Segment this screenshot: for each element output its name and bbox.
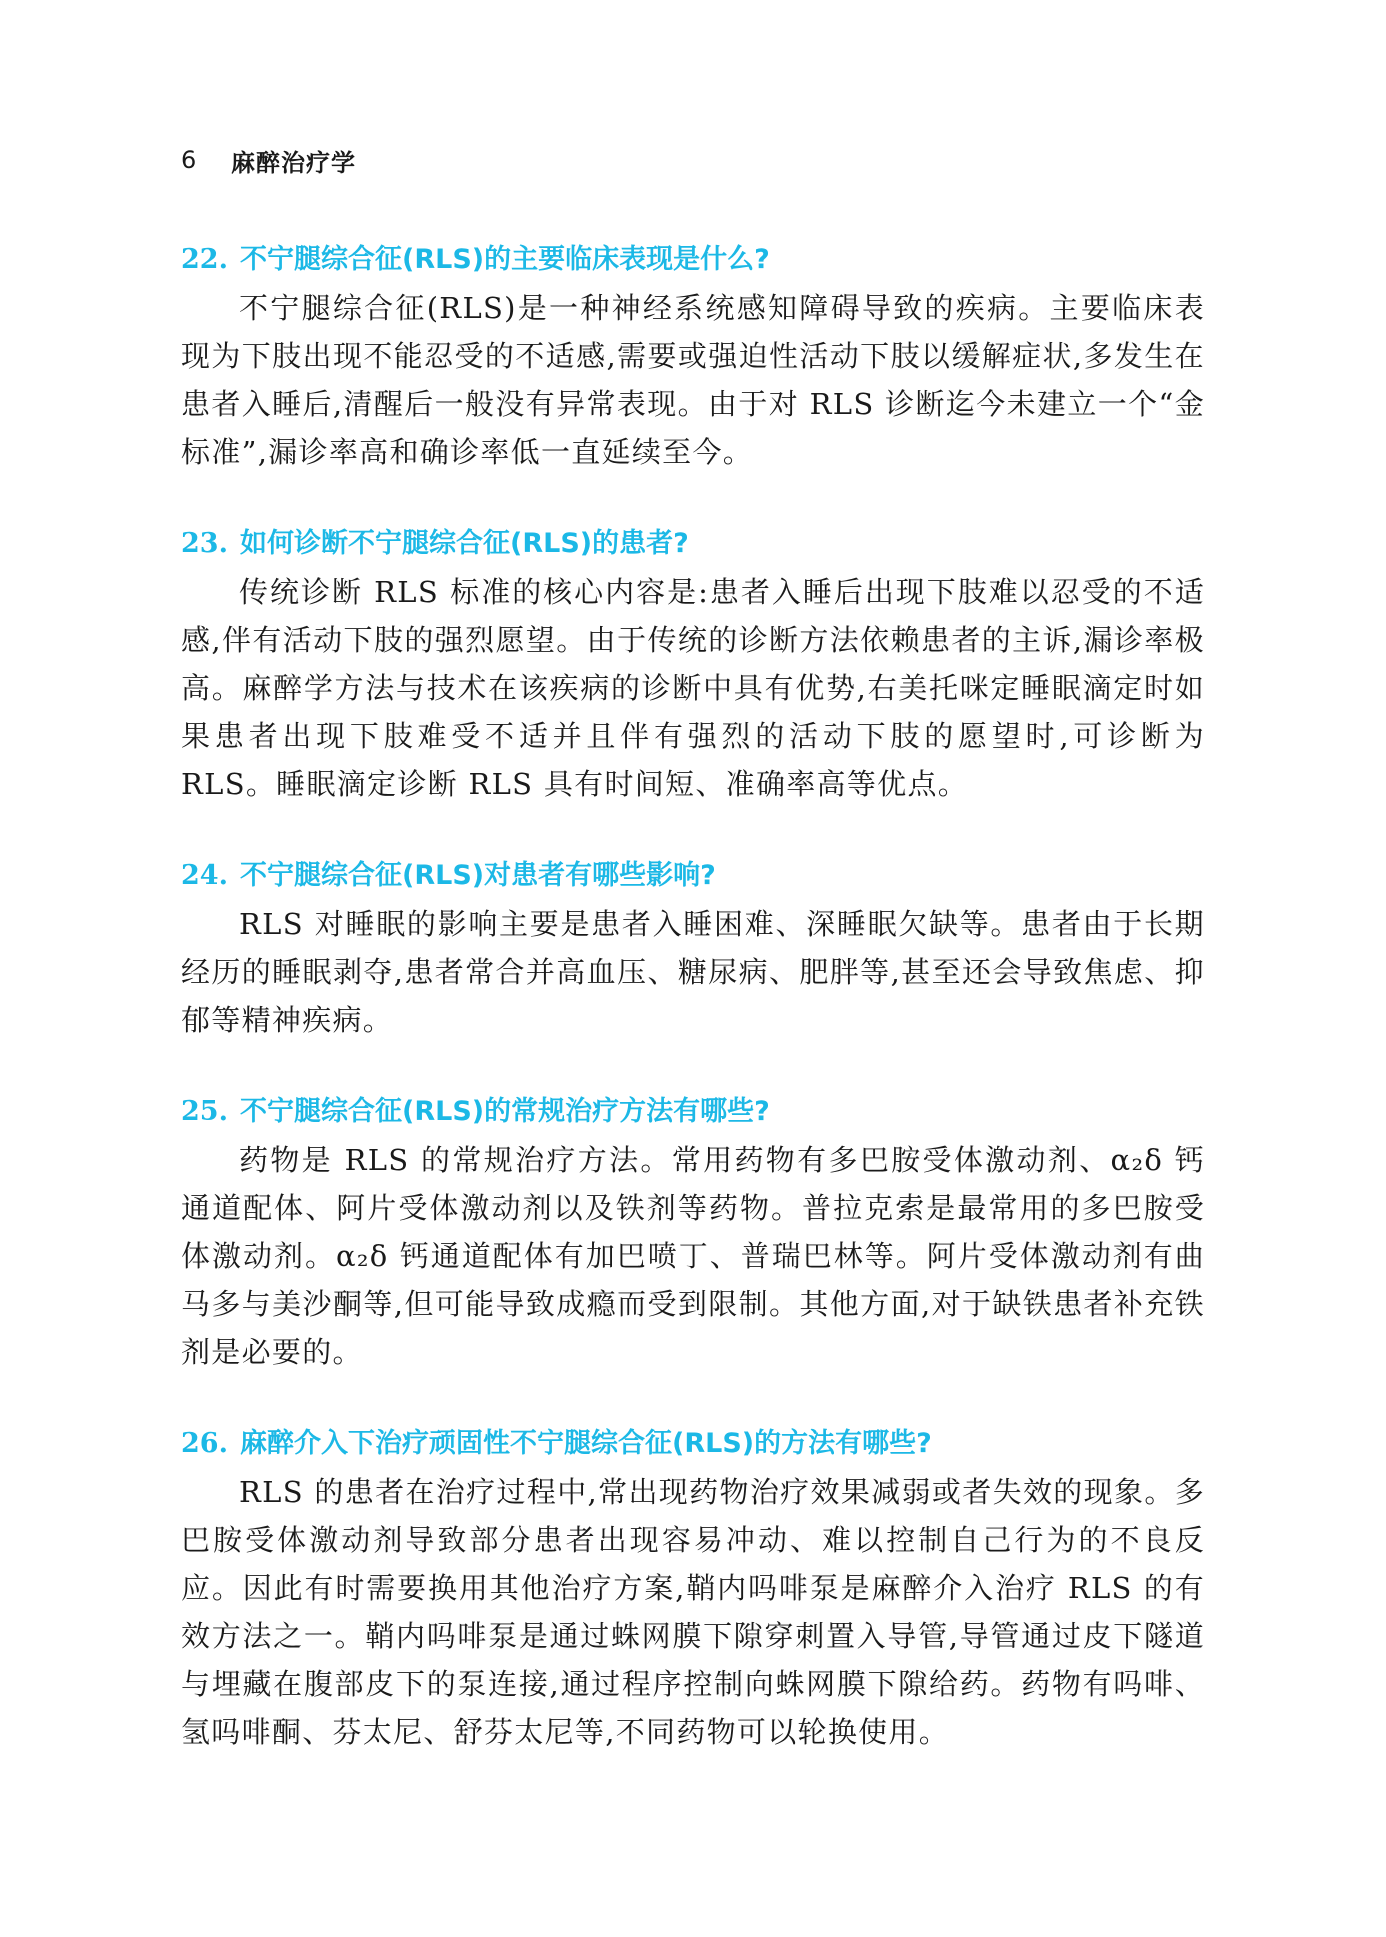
question-number: 24. — [181, 860, 228, 891]
page-content — [181, 236, 1205, 1800]
question-heading — [181, 1088, 1205, 1136]
answer-paragraph: 传统诊断 RLS 标准的核心内容是:患者入睡后出现下肢难以忍受的不适感,伴有活动下肢的强烈愿望。由于传统的诊断方法依赖患者的主诉,漏诊率极高。麻醉学方法与技术在该疾病的诊断中具有优势,右美托咪定睡眠滴定时如果患者出现下肢难受不适并且伴有强烈的活动下肢的愿望时,可诊断为 RLS。睡眠滴定诊断 RLS 具有时间短、准确率高等优点。 — [181, 575, 1205, 801]
book-title: 麻醉治疗学 — [231, 148, 356, 177]
page-number: 6 — [181, 146, 197, 174]
qa-section-25 — [181, 1088, 1205, 1376]
question-text: 麻醉介入下治疗顽固性不宁腿综合征(RLS)的方法有哪些? — [239, 1428, 932, 1459]
question-heading — [181, 852, 1205, 900]
question-text: 如何诊断不宁腿综合征(RLS)的患者? — [239, 528, 689, 559]
question-heading — [181, 520, 1205, 568]
running-header — [181, 140, 356, 180]
question-heading — [181, 1420, 1205, 1468]
question-number: 23. — [181, 528, 228, 559]
qa-section-24 — [181, 852, 1205, 1044]
question-text: 不宁腿综合征(RLS)的主要临床表现是什么? — [239, 244, 770, 275]
qa-section-22 — [181, 236, 1205, 476]
qa-section-26 — [181, 1420, 1205, 1756]
question-number: 25. — [181, 1096, 228, 1127]
answer-paragraph: 药物是 RLS 的常规治疗方法。常用药物有多巴胺受体激动剂、α₂δ 钙通道配体、阿片受体激动剂以及铁剂等药物。普拉克索是最常用的多巴胺受体激动剂。α₂δ 钙通道配体有加巴喷丁、普瑞巴林等。阿片受体激动剂有曲马多与美沙酮等,但可能导致成瘾而受到限制。其他方面,对于缺铁患者补充铁剂是必要的。 — [181, 1143, 1205, 1369]
question-heading — [181, 236, 1205, 284]
answer-paragraph: RLS 对睡眠的影响主要是患者入睡困难、深睡眠欠缺等。患者由于长期经历的睡眠剥夺,患者常合并高血压、糖尿病、肥胖等,甚至还会导致焦虑、抑郁等精神疾病。 — [181, 907, 1205, 1037]
question-number: 22. — [181, 244, 228, 275]
question-text: 不宁腿综合征(RLS)对患者有哪些影响? — [239, 860, 716, 891]
qa-section-23 — [181, 520, 1205, 808]
answer-paragraph: 不宁腿综合征(RLS)是一种神经系统感知障碍导致的疾病。主要临床表现为下肢出现不能忍受的不适感,需要或强迫性活动下肢以缓解症状,多发生在患者入睡后,清醒后一般没有异常表现。由于对 RLS 诊断迄今未建立一个“金标准”,漏诊率高和确诊率低一直延续至今。 — [181, 291, 1205, 469]
answer-paragraph: RLS 的患者在治疗过程中,常出现药物治疗效果减弱或者失效的现象。多巴胺受体激动剂导致部分患者出现容易冲动、难以控制自己行为的不良反应。因此有时需要换用其他治疗方案,鞘内吗啡泵是麻醉介入治疗 RLS 的有效方法之一。鞘内吗啡泵是通过蛛网膜下隙穿刺置入导管,导管通过皮下隧道与埋藏在腹部皮下的泵连接,通过程序控制向蛛网膜下隙给药。药物有吗啡、氢吗啡酮、芬太尼、舒芬太尼等,不同药物可以轮换使用。 — [181, 1475, 1205, 1749]
question-number: 26. — [181, 1428, 228, 1459]
question-text: 不宁腿综合征(RLS)的常规治疗方法有哪些? — [239, 1096, 770, 1127]
